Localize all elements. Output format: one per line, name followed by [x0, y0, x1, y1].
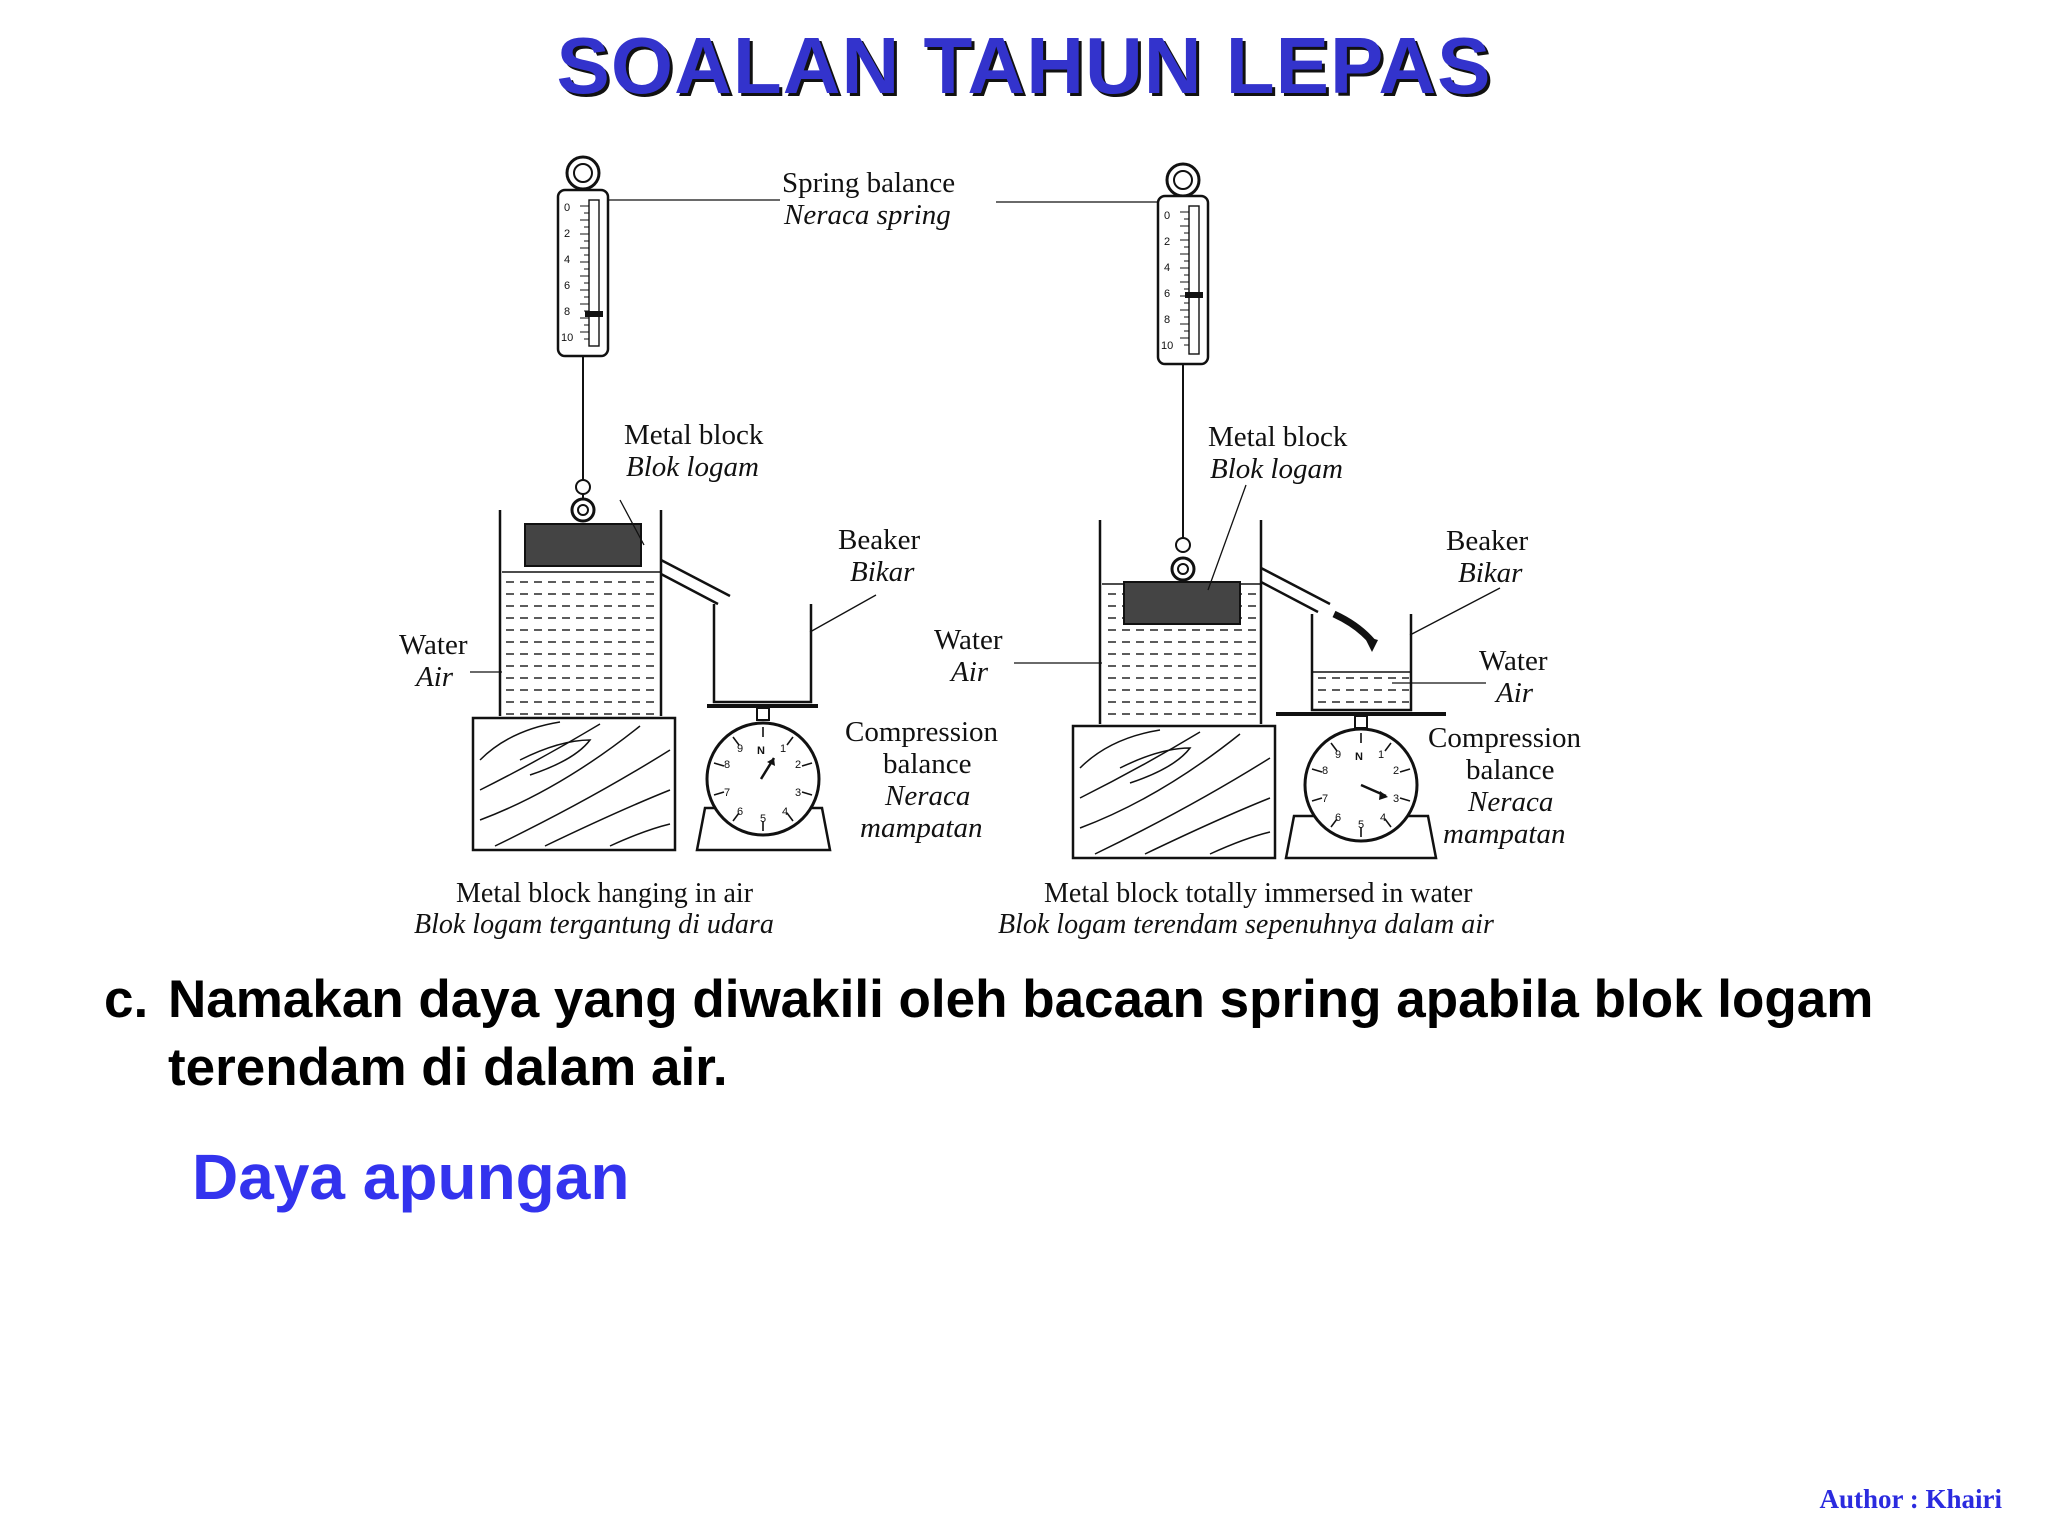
apparatus-diagram — [360, 140, 1640, 950]
right-dial-N: N — [1355, 751, 1363, 763]
right-compression-label-ms1: Neraca — [1468, 786, 1554, 818]
left-compression-label-en1: Compression — [845, 716, 999, 748]
left-metal-block-label-en: Metal block — [624, 419, 764, 451]
left-metal-block-label-ms: Blok logam — [626, 451, 759, 483]
left-water-label-ms: Air — [416, 661, 454, 693]
left-scale-tick-0: 0 — [564, 202, 571, 214]
right-scale-tick-2: 2 — [1164, 236, 1171, 248]
left-metal-block — [525, 524, 641, 566]
right-wooden-block — [1073, 726, 1275, 858]
right-dial-4: 4 — [1380, 812, 1387, 824]
left-compression-balance — [697, 708, 830, 850]
right-water-beaker-label-ms: Air — [1496, 677, 1534, 709]
right-dial-9: 9 — [1335, 749, 1342, 761]
left-dial-8: 8 — [724, 759, 731, 771]
left-beaker — [707, 604, 818, 706]
left-dial-2: 2 — [795, 759, 802, 771]
right-scale-tick-8: 8 — [1164, 314, 1171, 326]
right-water-in-beaker — [1314, 672, 1409, 708]
left-dial-4: 4 — [782, 806, 789, 818]
right-dial-3: 3 — [1393, 793, 1400, 805]
left-compression-label-en2: balance — [883, 748, 972, 780]
right-setup — [934, 164, 1582, 940]
left-dial-5: 5 — [760, 813, 767, 825]
left-scale-tick-8: 8 — [564, 306, 571, 318]
right-spring-balance — [1158, 164, 1208, 580]
left-water-in-can — [502, 572, 660, 716]
right-water-tank-label-en: Water — [934, 624, 1003, 656]
left-eureka-can — [500, 510, 730, 716]
left-dial-1: 1 — [780, 743, 787, 755]
right-metal-block-label-ms: Blok logam — [1210, 453, 1343, 485]
slide-title: SOALAN TAHUN LEPAS — [556, 21, 1492, 110]
spring-balance-label-en: Spring balance — [782, 167, 956, 199]
right-beaker-label-en: Beaker — [1446, 525, 1529, 557]
left-setup — [399, 157, 999, 940]
right-dial-7: 7 — [1322, 793, 1329, 805]
right-spring-pointer — [1185, 292, 1203, 298]
right-metal-block — [1124, 582, 1240, 624]
left-compression-label-ms1: Neraca — [885, 780, 971, 812]
right-dial-2: 2 — [1393, 765, 1400, 777]
left-scale-tick-10: 10 — [561, 332, 574, 344]
left-water-label-en: Water — [399, 629, 468, 661]
right-scale-tick-6: 6 — [1164, 288, 1171, 300]
right-metal-block-label-en: Metal block — [1208, 421, 1348, 453]
answer-text: Daya apungan — [192, 1141, 630, 1213]
right-dial-1: 1 — [1378, 749, 1385, 761]
question — [104, 966, 2004, 1102]
right-compression-balance — [1286, 716, 1436, 858]
right-compression-label-en1: Compression — [1428, 722, 1582, 754]
right-dial-6: 6 — [1335, 812, 1342, 824]
left-beaker-label-ms: Bikar — [850, 556, 915, 588]
right-beaker-label-ms: Bikar — [1458, 557, 1523, 589]
left-wooden-block — [473, 718, 675, 850]
left-dial-6: 6 — [737, 806, 744, 818]
left-dial-7: 7 — [724, 787, 731, 799]
right-scale-tick-4: 4 — [1164, 262, 1171, 274]
left-scale-tick-2: 2 — [564, 228, 571, 240]
left-dial-3: 3 — [795, 787, 802, 799]
spring-balance-label-ms: Neraca spring — [784, 199, 951, 231]
left-dial-9: 9 — [737, 743, 744, 755]
right-caption-en: Metal block totally immersed in water — [1044, 878, 1473, 909]
right-scale-tick-10: 10 — [1161, 340, 1174, 352]
author-credit: Author : Khairi — [1819, 1484, 2002, 1514]
left-caption-en: Metal block hanging in air — [456, 878, 754, 909]
question-text: Namakan daya yang diwakili oleh bacaan spring apabila blok logam terendam di dalam air. — [168, 970, 1874, 1097]
right-water-beaker-label-en: Water — [1479, 645, 1548, 677]
left-spring-balance — [558, 157, 608, 521]
right-scale-tick-0: 0 — [1164, 210, 1171, 222]
left-scale-tick-6: 6 — [564, 280, 571, 292]
right-compression-label-ms2: mampatan — [1443, 818, 1566, 850]
left-scale-tick-4: 4 — [564, 254, 571, 266]
left-spring-pointer — [585, 311, 603, 317]
left-compression-label-ms2: mampatan — [860, 812, 983, 844]
right-dial-8: 8 — [1322, 765, 1329, 777]
right-compression-label-en2: balance — [1466, 754, 1555, 786]
right-dial-5: 5 — [1358, 819, 1365, 831]
question-letter: c. — [104, 970, 149, 1029]
apparatus-figure — [360, 140, 1640, 950]
left-dial-N: N — [757, 745, 765, 757]
left-caption-ms: Blok logam tergantung di udara — [414, 909, 774, 940]
right-water-tank-label-ms: Air — [951, 656, 989, 688]
right-caption-ms: Blok logam terendam sepenuhnya dalam air — [998, 909, 1494, 940]
left-beaker-label-en: Beaker — [838, 524, 921, 556]
